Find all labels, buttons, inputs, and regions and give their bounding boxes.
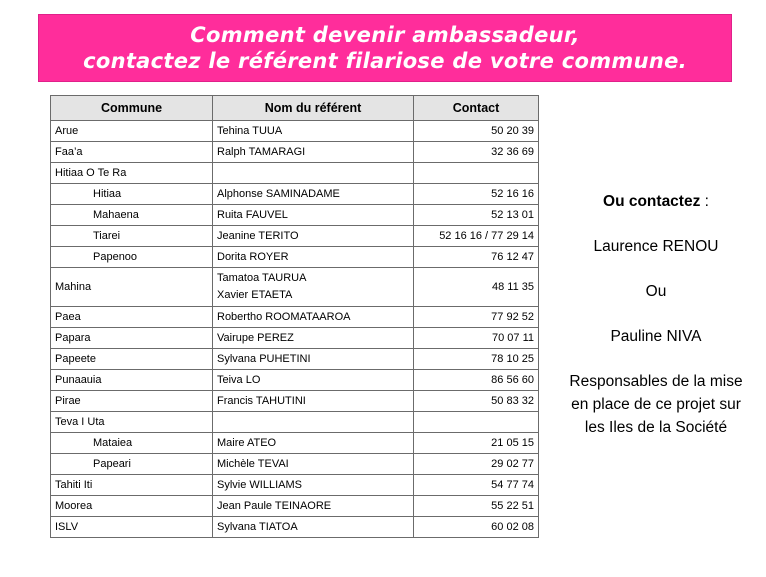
contact-cell: 52 16 16 / 77 29 14 xyxy=(414,226,539,247)
contact-cell: 77 92 52 xyxy=(414,307,539,328)
referent-name: Sylvana PUHETINI xyxy=(217,352,311,365)
referent-name: Teiva LO xyxy=(217,373,261,386)
table-row xyxy=(51,496,539,517)
banner-line-2: contactez le référent filariose de votre commune. xyxy=(83,49,687,73)
table-row xyxy=(51,247,539,268)
contact-heading: Ou contactez xyxy=(603,193,701,210)
contact-heading-suffix: : xyxy=(700,193,709,210)
contact-cell xyxy=(414,412,539,433)
contact-cell xyxy=(414,163,539,184)
contact-cell: 50 20 39 xyxy=(414,121,539,142)
contact-heading-line xyxy=(548,190,764,213)
table-row xyxy=(51,268,539,307)
contact-name-renou: Laurence RENOU xyxy=(593,238,719,255)
contact-cell: 54 77 74 xyxy=(414,475,539,496)
commune-cell: Papara xyxy=(51,328,213,349)
referent-cell xyxy=(213,268,414,307)
header-contact: Contact xyxy=(414,96,539,121)
referent-name: Jean Paule TEINAORE xyxy=(217,499,332,512)
referent-name: Ralph TAMARAGI xyxy=(217,145,306,158)
referent-cell xyxy=(213,163,414,184)
referent-name: Alphonse SAMINADAME xyxy=(217,187,340,200)
table-row xyxy=(51,226,539,247)
commune-cell: Faa’a xyxy=(51,142,213,163)
referent-cell xyxy=(213,517,414,538)
commune-cell: Punaauia xyxy=(51,370,213,391)
referent-cell xyxy=(213,205,414,226)
responsables-line-2: en place de ce projet sur xyxy=(571,396,741,413)
commune-cell: Pirae xyxy=(51,391,213,412)
contact-cell: 52 16 16 xyxy=(414,184,539,205)
contact-cell: 50 83 32 xyxy=(414,391,539,412)
commune-cell: Paea xyxy=(51,307,213,328)
referent-cell xyxy=(213,142,414,163)
referent-name: Sylvana TIATOA xyxy=(217,520,298,533)
commune-cell: Mataiea xyxy=(51,433,213,454)
alternate-contacts xyxy=(548,190,764,439)
referent-cell xyxy=(213,496,414,517)
table-row xyxy=(51,205,539,226)
referent-cell xyxy=(213,391,414,412)
referent-name: Xavier ETAETA xyxy=(217,289,293,301)
table-row xyxy=(51,184,539,205)
commune-cell: Hitiaa O Te Ra xyxy=(51,163,213,184)
referent-cell xyxy=(213,226,414,247)
or-text: Ou xyxy=(645,283,667,300)
referent-name: Dorita ROYER xyxy=(217,250,289,263)
contact-cell: 48 11 35 xyxy=(414,268,539,307)
referent-name: Sylvie WILLIAMS xyxy=(217,478,302,491)
referent-name: Ruita FAUVEL xyxy=(217,208,288,221)
contact-cell: 76 12 47 xyxy=(414,247,539,268)
referent-name: Robertho ROOMATAAROA xyxy=(217,310,351,323)
table-row xyxy=(51,370,539,391)
table-row xyxy=(51,475,539,496)
referent-cell xyxy=(213,370,414,391)
table-row xyxy=(51,121,539,142)
table-row xyxy=(51,433,539,454)
contact-cell: 55 22 51 xyxy=(414,496,539,517)
table-body xyxy=(51,121,539,538)
contact-cell: 78 10 25 xyxy=(414,349,539,370)
referent-name: Michèle TEVAI xyxy=(217,457,289,470)
table-row xyxy=(51,349,539,370)
referent-cell xyxy=(213,121,414,142)
referent-name: Vairupe PEREZ xyxy=(217,331,294,344)
commune-cell: Papenoo xyxy=(51,247,213,268)
table-row xyxy=(51,163,539,184)
header-commune: Commune xyxy=(51,96,213,121)
referent-name: Francis TAHUTINI xyxy=(217,394,306,407)
referent-name: Tamatoa TAURUA xyxy=(217,272,307,284)
contact-cell: 21 05 15 xyxy=(414,433,539,454)
contact-cell: 29 02 77 xyxy=(414,454,539,475)
table-row xyxy=(51,307,539,328)
commune-cell: Papeete xyxy=(51,349,213,370)
commune-cell: Teva I Uta xyxy=(51,412,213,433)
responsables-line-1: Responsables de la mise xyxy=(569,373,743,390)
referent-cell xyxy=(213,247,414,268)
commune-cell: Arue xyxy=(51,121,213,142)
contact-cell: 60 02 08 xyxy=(414,517,539,538)
referent-cell xyxy=(213,184,414,205)
title-banner xyxy=(38,14,732,82)
commune-cell: Mahina xyxy=(51,268,213,307)
commune-cell: Hitiaa xyxy=(51,184,213,205)
referent-cell xyxy=(213,475,414,496)
table-row xyxy=(51,328,539,349)
contact-cell: 52 13 01 xyxy=(414,205,539,226)
referent-cell xyxy=(213,307,414,328)
table-row xyxy=(51,412,539,433)
contact-cell: 86 56 60 xyxy=(414,370,539,391)
referent-name: Jeanine TERITO xyxy=(217,229,299,242)
responsables-line-3: les Iles de la Société xyxy=(584,419,728,436)
banner-line-1: Comment devenir ambassadeur, xyxy=(190,23,580,47)
referent-cell xyxy=(213,349,414,370)
contact-name-niva: Pauline NIVA xyxy=(610,328,702,345)
contact-cell: 32 36 69 xyxy=(414,142,539,163)
commune-cell: Moorea xyxy=(51,496,213,517)
table-header-row xyxy=(51,96,539,121)
referents-table xyxy=(50,95,539,538)
table-row xyxy=(51,142,539,163)
table-row xyxy=(51,517,539,538)
referent-name: Maire ATEO xyxy=(217,436,277,449)
referent-cell xyxy=(213,328,414,349)
header-referent: Nom du référent xyxy=(213,96,414,121)
referent-cell xyxy=(213,433,414,454)
commune-cell: Tahiti Iti xyxy=(51,475,213,496)
table-row xyxy=(51,391,539,412)
table-row xyxy=(51,454,539,475)
commune-cell: Mahaena xyxy=(51,205,213,226)
commune-cell: Tiarei xyxy=(51,226,213,247)
referent-cell xyxy=(213,454,414,475)
commune-cell: Papeari xyxy=(51,454,213,475)
commune-cell: ISLV xyxy=(51,517,213,538)
referent-cell xyxy=(213,412,414,433)
contact-cell: 70 07 11 xyxy=(414,328,539,349)
referent-name: Tehina TUUA xyxy=(217,124,283,137)
